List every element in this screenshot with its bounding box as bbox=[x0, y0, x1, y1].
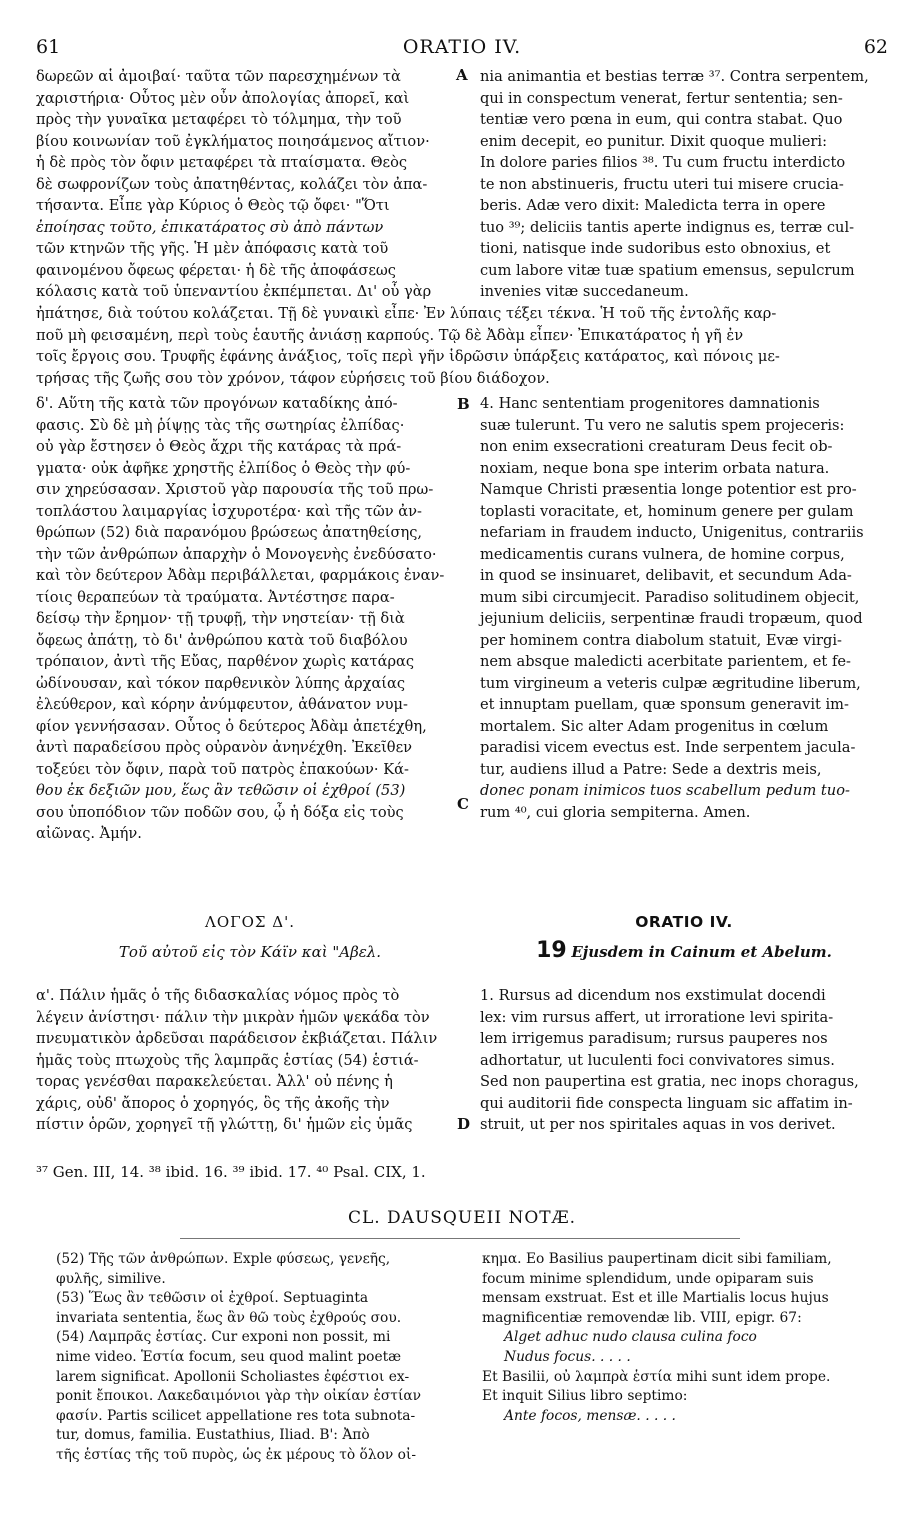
greek-line: τρήσας τῆς ζωῆς σου τὸν χρόνον, τάφον εὑρήσεις τοῦ βίου διάδοχον. bbox=[36, 369, 550, 387]
greek-column-top bbox=[36, 66, 464, 303]
latin-line: nefariam in fraudem inducto, Unigenitus, contrariis bbox=[480, 524, 864, 541]
note-verse: Nudus focus. . . . . bbox=[504, 1348, 631, 1365]
greek-line: σιν χηρεύσασαν. Χριστοῦ γὰρ παρουσία τῆς τοῦ πρω- bbox=[36, 481, 434, 498]
latin-line: in quod se insinuaret, delibavit, et secundum Ada- bbox=[480, 567, 852, 584]
greek-line: τρόπαιον, ἀντὶ τῆς Εὔας, παρθένον χωρὶς κατάρας bbox=[36, 653, 415, 670]
notes-right-column bbox=[482, 1250, 888, 1426]
latin-line: 4. Hanc sententiam progenitores damnationis bbox=[480, 395, 820, 412]
latin-line: suæ tulerunt. Tu vero ne salutis spem projeceris: bbox=[480, 416, 845, 434]
note-line: (52) Τῆς τῶν ἀνθρώπων. Exple φύσεως, γενεῆς, bbox=[56, 1251, 391, 1267]
latin-column-mid bbox=[480, 393, 888, 823]
latin-line: mum sibi circumjecit. Paradiso solitudinem objecit, bbox=[480, 588, 860, 606]
note-line: (53) Ἕως ἂν τεθῶσιν οἱ ἐχθροί. Septuaginta bbox=[56, 1290, 369, 1307]
latin-line: et innuptam puellam, quæ sponsum generavit im- bbox=[480, 696, 849, 713]
latin-line: struit, ut per nos spiritales aquas in vos derivet. bbox=[480, 1116, 836, 1133]
greek-line: οὐ γὰρ ἔστησεν ὁ Θεὸς ἄχρι τῆς κατάρας τὰ πρά- bbox=[36, 438, 402, 455]
latin-line: tur, audiens illud a Patre: Sede a dextris meis, bbox=[480, 760, 822, 778]
note-line: mensam exstruat. Est et ille Martialis locus hujus bbox=[482, 1290, 829, 1307]
notes-title: CL. DAUSQUEII NOTÆ. bbox=[347, 1208, 577, 1228]
latin-line: enim decepit, eo punitur. Dixit quoque mulieri: bbox=[480, 132, 827, 150]
running-header bbox=[36, 36, 888, 64]
latin-line: toplasti voracitate, et, hominum genere per gulam bbox=[480, 502, 854, 520]
greek-line: δ'. Αὕτη τῆς κατὰ τῶν προγόνων καταδίκης ἀπό- bbox=[36, 395, 398, 412]
latin-line: te non abstinueris, fructu uteri tui misere crucia- bbox=[480, 175, 844, 193]
greek-line: τήσαντα. Εἶπε γὰρ Κύριος ὁ Θεὸς τῷ ὄφει· "Ὅτι bbox=[36, 197, 390, 214]
greek-line: βίου κοινωνίαν τοῦ ἐγκλήματος ποιησάμενος αἴτιον· bbox=[36, 132, 430, 150]
note-verse: Ante focos, mensæ. . . . . bbox=[504, 1407, 676, 1424]
greek-line: χάρις, οὐδ' ἄπορος ὁ χορηγός, ὃς τῆς ἀκοῆς τὴν bbox=[36, 1094, 390, 1112]
greek-line: χαριστήρια· Οὗτος μὲν οὖν ἀπολογίας ἀπορεῖ, καὶ bbox=[36, 89, 410, 107]
note-line: focum minime splendidum, unde opiparam suis bbox=[482, 1270, 814, 1287]
latin-line: tum virgineum a veteris culpæ ægritudine liberum, bbox=[480, 674, 861, 692]
margin-mark-b: B bbox=[457, 395, 470, 413]
greek-heading-title: ΛΟΓΟΣ Δ'. bbox=[205, 913, 295, 931]
notes-left-column bbox=[56, 1250, 466, 1466]
column-number: 19 bbox=[536, 937, 567, 963]
greek-line: ἡμᾶς τοὺς πτωχοὺς τῆς λαμπρᾶς ἑστίας (54) ἑστιά- bbox=[36, 1051, 419, 1069]
greek-line: ὠδίνουσαν, καὶ τόκον παρθενικὸν λύπης ἀρχαίας bbox=[36, 674, 406, 692]
latin-line: tentiæ vero pœna in eum, qui contra stabat. Quo bbox=[480, 111, 843, 128]
note-line: Et inquit Silius libro septimo: bbox=[482, 1388, 688, 1405]
latin-line: rum ⁴⁰, cui gloria sempiterna. Amen. bbox=[480, 803, 751, 821]
left-page-number: 61 bbox=[36, 36, 61, 58]
margin-mark-d: D bbox=[457, 1115, 471, 1133]
latin-line: lem irrigemus paradisum; rursus pauperes nos bbox=[480, 1030, 828, 1047]
note-line: τῆς ἑστίας τῆς τοῦ πυρὸς, ὡς ἐκ μέρους τὸ ὅλον οἰ- bbox=[56, 1446, 417, 1463]
latin-line: lex: vim rursus affert, ut irroratione levi spirita- bbox=[480, 1008, 834, 1026]
note-line: φασίν. Partis scilicet appellatione res tota subnota- bbox=[56, 1407, 416, 1424]
note-line: invariata sententia, ἕως ἂν θῶ τοὺς ἐχθρούς σου. bbox=[56, 1309, 402, 1326]
latin-line: paradisi vicem evectus est. Inde serpentem jacula- bbox=[480, 739, 856, 756]
greek-line: δὲ σωφρονίζων τοὺς ἀπατηθέντας, κολάζει τὸν ἀπα- bbox=[36, 175, 428, 193]
latin-line: nia animantia et bestias terræ ³⁷. Contra serpentem, bbox=[480, 68, 869, 85]
latin-line: jejunium deliciis, serpentinæ fraudi tropæum, quod bbox=[480, 610, 863, 627]
note-line: Et Basilii, οὐ λαμπρὰ ἑστία mihi sunt idem prope. bbox=[482, 1368, 831, 1385]
greek-wide-paragraph bbox=[36, 303, 888, 389]
note-line: κημα. Eo Basilius paupertinam dicit sibi familiam, bbox=[482, 1251, 832, 1267]
greek-line: καὶ τὸν δεύτερον Ἀδὰμ περιβάλλεται, φαρμάκοις ἐναν- bbox=[36, 567, 445, 584]
note-line: magnificentiæ removendæ lib. VIII, epigr. 67: bbox=[482, 1309, 802, 1326]
notes-divider bbox=[180, 1238, 740, 1239]
greek-line: γματα· οὐκ ἀφῆκε χρηστῆς ἐλπίδος ὁ Θεὸς τὴν φύ- bbox=[36, 459, 411, 477]
greek-line: ποῦ μὴ φεισαμένη, περὶ τοὺς ἑαυτῆς ἀνιάσῃ καρπούς. Τῷ δὲ Ἀδὰμ εἶπεν· Ἐπικατάρατος ἡ γῆ ἐν bbox=[36, 326, 744, 344]
greek-line: ἐλεύθερον, καὶ κόρην ἀνύμφευτον, ἀθάνατον νυμ- bbox=[36, 696, 408, 713]
latin-line: In dolore paries filios ³⁸. Tu cum fructu interdicto bbox=[480, 154, 846, 171]
greek-line: α'. Πάλιν ἡμᾶς ὁ τῆς διδασκαλίας νόμος πρὸς τὸ bbox=[36, 987, 400, 1004]
greek-column-mid bbox=[36, 393, 464, 845]
latin-line: cum labore vitæ tuæ spatium emensus, sepulcrum bbox=[480, 261, 855, 279]
margin-mark-c: C bbox=[457, 795, 469, 813]
greek-line: τοπλάστου λαιμαργίας ἰσχυροτέρα· καὶ τῆς τῶν ἀν- bbox=[36, 502, 422, 520]
latin-line: beris. Adæ vero dixit: Maledicta terra in opere bbox=[480, 197, 826, 214]
latin-heading-subtitle: Ejusdem in Cainum et Abelum. bbox=[571, 942, 832, 961]
latin-line: adhortatur, ut luculenti foci convivatores simus. bbox=[480, 1051, 835, 1069]
latin-line: qui auditorii fide conspecta linguam sic affatim in- bbox=[480, 1094, 853, 1112]
latin-column-top bbox=[480, 66, 888, 303]
greek-line: ἠπάτησε, διὰ τούτου κολάζεται. Τῇ δὲ γυναικὶ εἶπε· Ἐν λύπαις τέξει τέκνα. Ἡ τοῦ τῆς ἐντολῆς καρ- bbox=[36, 305, 777, 322]
greek-line: θου ἐκ δεξιῶν μου, ἕως ἂν τεθῶσιν οἱ ἐχθροί (53) bbox=[36, 782, 406, 799]
latin-line: mortalem. Sic alter Adam progenitus in cœlum bbox=[480, 717, 829, 735]
greek-column-bottom bbox=[36, 985, 464, 1136]
latin-line: 1. Rursus ad dicendum nos exstimulat docendi bbox=[480, 987, 826, 1004]
greek-line: δείσῳ τὴν ἔρημον· τῇ τρυφῇ, τὴν νηστείαν· τῇ διὰ bbox=[36, 610, 405, 627]
latin-section-heading bbox=[480, 912, 888, 963]
latin-heading-subtitle-line bbox=[480, 937, 888, 964]
latin-line: Sed non paupertina est gratia, nec inops choragus, bbox=[480, 1073, 859, 1090]
greek-line: ἡ δὲ πρὸς τὸν ὄφιν μεταφέρει τὰ πταίσματα. Θεὸς bbox=[36, 154, 408, 171]
greek-line: ὄφεως ἀπάτῃ, τὸ δι' ἀνθρώπου κατὰ τοῦ διαβόλου bbox=[36, 631, 408, 649]
latin-line: non enim exsecrationi creaturam Deus fecit ob- bbox=[480, 438, 833, 455]
greek-heading-subtitle: Τοῦ αὐτοῦ εἰς τὸν Κάϊν καὶ "Αβελ. bbox=[118, 942, 382, 961]
greek-line: φαινομένου ὄφεως φέρεται· ἡ δὲ τῆς ἀποφάσεως bbox=[36, 261, 396, 279]
margin-mark-a: A bbox=[456, 66, 468, 84]
latin-line: invenies vitæ succedaneum. bbox=[480, 283, 689, 300]
greek-line: αἰῶνας. Ἀμήν. bbox=[36, 825, 142, 842]
greek-line: λέγειν ἀνίστησι· πάλιν τὴν μικρὰν ἡμῶν ψεκάδα τὸν bbox=[36, 1008, 430, 1026]
right-page-number: 62 bbox=[863, 36, 888, 58]
greek-section-heading bbox=[36, 912, 464, 963]
scripture-footnotes: ³⁷ Gen. III, 14. ³⁸ ibid. 16. ³⁹ ibid. 17. ⁴⁰ Psal. CIX, 1. bbox=[36, 1163, 426, 1181]
running-title: ORATIO IV. bbox=[402, 36, 522, 58]
latin-line: medicamentis curans vulnera, de homine corpus, bbox=[480, 545, 845, 563]
greek-line: ἐποίησας τοῦτο, ἐπικατάρατος σὺ ἀπὸ πάντων bbox=[36, 218, 384, 236]
latin-line: tioni, natisque inde sudoribus esto obnoxius, et bbox=[480, 240, 831, 257]
note-line: (54) Λαμπρᾶς ἑστίας. Cur exponi non possit, mi bbox=[56, 1329, 391, 1346]
latin-line: qui in conspectum venerat, fertur sententia; sen- bbox=[480, 89, 843, 107]
latin-line: donec ponam inimicos tuos scabellum pedum tuo- bbox=[480, 782, 850, 799]
note-line: tur, domus, familia. Eustathius, Iliad. B': Ἀπὸ bbox=[56, 1427, 370, 1444]
greek-line: θρώπων (52) διὰ παρανόμου βρώσεως ἀπατηθείσης, bbox=[36, 524, 423, 541]
note-verse: Alget adhuc nudo clausa culina foco bbox=[504, 1329, 757, 1346]
latin-heading-title: ORATIO IV. bbox=[635, 913, 733, 931]
greek-line: φασις. Σὺ δὲ μὴ ῥίψῃς τὰς τῆς σωτηρίας ἐλπίδας· bbox=[36, 416, 405, 434]
greek-line: δωρεῶν αἱ ἀμοιβαί· ταῦτα τῶν παρεσχημένων τὰ bbox=[36, 68, 401, 85]
greek-line: τοξεύει τὸν ὄφιν, παρὰ τοῦ πατρὸς ἐπακούων· Κά- bbox=[36, 760, 409, 778]
latin-line: per hominem contra diabolum statuit, Evæ virgi- bbox=[480, 631, 842, 649]
greek-line: τορας γενέσθαι παρακελεύεται. Ἀλλ' οὐ πένης ἡ bbox=[36, 1073, 393, 1090]
latin-line: noxiam, neque bona spe interim orbata natura. bbox=[480, 459, 830, 477]
greek-line: τίοις θεραπεύων τὰ τραύματα. Ἀντέστησε παρα- bbox=[36, 588, 395, 606]
note-line: φυλῆς, similive. bbox=[56, 1270, 166, 1287]
greek-line: πρὸς τὴν γυναῖκα μεταφέρει τὸ τόλμημα, τὴν τοῦ bbox=[36, 111, 402, 128]
note-line: nime video. Ἑστία focum, seu quod malint poetæ bbox=[56, 1348, 402, 1365]
note-line: ponit ἔποικοι. Λακεδαιμόνιοι γὰρ τὴν οἰκίαν ἑστίαν bbox=[56, 1388, 422, 1405]
latin-line: nem absque maledicti acerbitate parientem, et fe- bbox=[480, 653, 851, 670]
note-line: larem significat. Apollonii Scholiastes ἐφέστιοι ex- bbox=[56, 1368, 410, 1385]
greek-line: πνευματικὸν ἀρδεῦσαι παράδεισον ἐκβιάζεται. Πάλιν bbox=[36, 1030, 438, 1047]
latin-line: tuo ³⁹; deliciis tantis aperte indignus es, terræ cul- bbox=[480, 218, 855, 236]
greek-line: φίον γεννήσασαν. Οὗτος ὁ δεύτερος Ἀδὰμ ἀπετέχθη, bbox=[36, 717, 427, 735]
greek-line: τὴν τῶν ἀνθρώπων ἀπαρχὴν ὁ Μονογενὴς ἐνεδύσατο· bbox=[36, 545, 437, 563]
greek-line: ἀντὶ παραδείσου πρὸς οὐρανὸν ἀνηνέχθη. Ἐκεῖθεν bbox=[36, 739, 413, 756]
greek-line: τῶν κτηνῶν τῆς γῆς. Ἡ μὲν ἀπόφασις κατὰ τοῦ bbox=[36, 240, 389, 257]
greek-line: σου ὑποπόδιον τῶν ποδῶν σου, ᾧ ἡ δόξα εἰς τοὺς bbox=[36, 803, 404, 821]
greek-line: πίστιν ὁρῶν, χορηγεῖ τῇ γλώττῃ, δι' ἡμῶν εἰς ὑμᾶς bbox=[36, 1116, 413, 1133]
latin-column-bottom bbox=[480, 985, 888, 1136]
latin-line: Namque Christi præsentia longe potentior est pro- bbox=[480, 481, 857, 498]
greek-line: τοῖς ἔργοις σου. Τρυφῆς ἐφάνης ἀνάξιος, τοῖς περὶ γῆν ἱδρῶσιν ὑπάρξεις κατάρατος, καὶ πόνοις με- bbox=[36, 348, 780, 365]
greek-line: κόλασις κατὰ τοῦ ὑπεναντίου ἐκπέμπεται. Δι' οὗ γὰρ bbox=[36, 283, 432, 300]
